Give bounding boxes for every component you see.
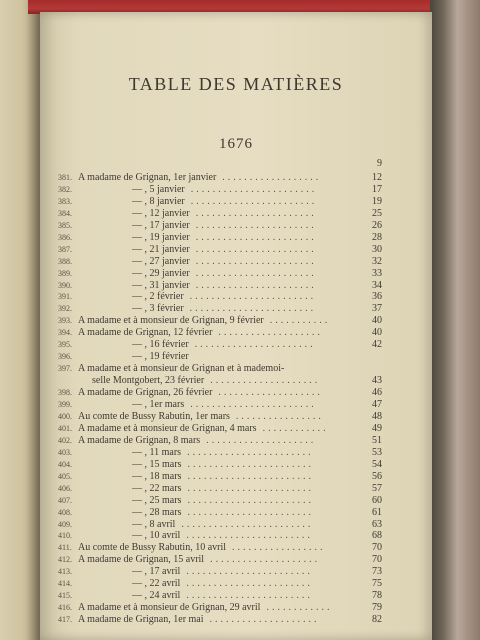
toc-dot-leader: ....................... [190, 183, 318, 195]
toc-entry-number: 401. [58, 423, 72, 433]
toc-entry-number: 409. [58, 519, 72, 529]
toc-entry-title: — , 12 janvier [132, 207, 190, 219]
toc-page-number: 46 [372, 387, 382, 399]
toc-page-number: 56 [372, 470, 382, 482]
toc-entry [40, 327, 432, 339]
toc-dot-leader: ........................ [181, 518, 314, 530]
toc-entry-title: A madame de Grignan, 1er mai [78, 614, 204, 626]
toc-entry-number: 386. [58, 232, 72, 242]
toc-entry-number: 396. [58, 352, 72, 362]
toc-first-page-line [40, 158, 432, 170]
toc-entry [40, 435, 432, 447]
toc-page-number: 57 [372, 482, 382, 494]
toc-dot-leader: ................ [235, 410, 324, 422]
toc-entry [40, 256, 432, 268]
toc-entry [40, 459, 432, 471]
toc-entry-title: — , 31 janvier [132, 279, 190, 291]
toc-page-number: 48 [372, 410, 382, 422]
toc-entry-number: 406. [58, 483, 72, 493]
toc-entry-title: selle Montgobert, 23 février [92, 375, 205, 387]
toc-entry-number: 385. [58, 220, 72, 230]
toc-entry [40, 387, 432, 399]
toc-entry-title: — , 22 mars [132, 482, 182, 494]
toc-page-number: 26 [372, 219, 382, 231]
toc-dot-leader: .................... [209, 614, 320, 626]
toc-entry-title: — , 28 mars [132, 506, 182, 518]
toc-entry [40, 495, 432, 507]
toc-dot-leader: .................... [210, 554, 321, 566]
toc-page-number: 63 [372, 518, 382, 530]
toc-dot-leader: ...................... [195, 255, 317, 267]
toc-entry [40, 351, 432, 363]
toc-entry-title: — , 16 février [132, 339, 189, 351]
toc-entry-title: A madame de Grignan, 12 février [78, 327, 213, 339]
toc-page-number: 75 [372, 578, 382, 590]
toc-page-number: 60 [372, 494, 382, 506]
toc-dot-leader: ........... [269, 315, 331, 327]
toc-dot-leader: ............ [262, 422, 329, 434]
toc-dot-leader: ...................... [195, 279, 317, 291]
toc-dot-leader: .................... [210, 375, 321, 387]
toc-entry-number: 387. [58, 244, 72, 254]
toc-entry [40, 303, 432, 315]
page-title: TABLE DES MATIÈRES [128, 74, 344, 94]
toc-dot-leader: ....................... [187, 470, 314, 482]
toc-dot-leader: ....................... [187, 458, 314, 470]
toc-entry [40, 220, 432, 232]
toc-entry-title: — , 27 janvier [132, 255, 190, 267]
toc-page-number: 70 [372, 542, 382, 554]
toc-dot-leader: ....................... [189, 303, 317, 315]
toc-dot-leader: ....................... [190, 195, 318, 207]
toc-page-number: 43 [372, 375, 382, 387]
toc-dot-leader: ................... [218, 327, 323, 339]
toc-entry-number: 393. [58, 316, 72, 326]
toc-dot-leader: ....................... [186, 566, 313, 578]
toc-entry-title: — , 21 janvier [132, 243, 190, 255]
toc-entry [40, 602, 432, 614]
toc-entry-number: 415. [58, 591, 72, 601]
toc-dot-leader: ....................... [187, 494, 314, 506]
toc-entry-number: 384. [58, 208, 72, 218]
toc-page-number: 47 [372, 399, 382, 410]
toc-entry-title: — , 5 janvier [132, 183, 185, 195]
toc-dot-leader: ....................... [189, 291, 317, 303]
toc-entry [40, 471, 432, 483]
toc-entry [40, 268, 432, 280]
toc-entry-number: 391. [58, 292, 72, 302]
toc-entry-title: — , 25 mars [132, 494, 182, 506]
toc-entry-title: — , 18 mars [132, 470, 182, 482]
toc-entry [40, 280, 432, 292]
toc-entry [40, 542, 432, 554]
toc-page-number: 73 [372, 566, 382, 578]
toc-page-number: 61 [372, 506, 382, 518]
toc-entry [40, 423, 432, 435]
toc-entry-number: 411. [58, 543, 72, 553]
toc-entry-title: — , 19 février [132, 351, 189, 363]
toc-page-number: 54 [372, 458, 382, 470]
toc-page-number: 19 [372, 195, 382, 207]
toc-dot-leader: ...................... [195, 267, 317, 279]
toc-dot-leader: ....................... [187, 506, 314, 518]
toc-entry-number: 404. [58, 459, 72, 469]
toc-page-number: 33 [372, 267, 382, 279]
toc-page-number: 25 [372, 207, 382, 219]
toc-dot-leader: ....................... [187, 482, 314, 494]
toc-entry-title: — , 1er mars [132, 399, 185, 410]
toc-entry-number: 407. [58, 495, 72, 505]
toc-entry-title: — , 8 janvier [132, 195, 185, 207]
toc-entry-title: — , 2 février [132, 291, 184, 303]
toc-entry-title: — , 3 février [132, 303, 184, 315]
toc-entry-title: A madame de Grignan, 8 mars [78, 434, 201, 446]
toc-entry-number: 403. [58, 447, 72, 457]
toc-entry-title: A madame de Grignan, 1er janvier [78, 171, 217, 183]
toc-page-number: 40 [372, 327, 382, 339]
toc-entry-title: — , 17 avril [132, 566, 181, 578]
toc-entry-number: 405. [58, 471, 72, 481]
toc-entry-title: A madame de Grignan, 15 avril [78, 554, 205, 566]
toc-entry-number: 414. [58, 579, 72, 589]
toc-entry-number: 402. [58, 435, 72, 445]
book-page [40, 12, 432, 640]
toc-page-number: 79 [372, 602, 382, 614]
toc-page-number: 34 [372, 279, 382, 291]
toc-entry [40, 232, 432, 244]
toc-entry-number: 395. [58, 340, 72, 350]
toc-entry-title: — , 17 janvier [132, 219, 190, 231]
toc-entry-number: 400. [58, 411, 72, 421]
toc-entry [40, 291, 432, 303]
toc-entry [40, 519, 432, 531]
toc-entry-title: — , 10 avril [132, 530, 181, 542]
toc-entry-title: — , 22 avril [132, 578, 181, 590]
toc-entry-title: — , 24 avril [132, 590, 181, 602]
toc-page-number: 53 [372, 446, 382, 458]
toc-entry-title: A madame et à monsieur de Grignan, 4 mars [78, 422, 257, 434]
toc-dot-leader: ................... [218, 387, 323, 399]
toc-entry-title: A madame et à monsieur de Grignan, 29 avril [78, 602, 261, 614]
toc-dot-leader: .................... [206, 434, 317, 446]
toc-dot-leader: ....................... [190, 399, 317, 410]
toc-page-number: 32 [372, 255, 382, 267]
toc-dot-leader: ...................... [195, 207, 317, 219]
toc-entry [40, 447, 432, 459]
toc-entry-number: 383. [58, 196, 72, 206]
toc-page-number: 28 [372, 231, 382, 243]
toc-dot-leader: ...................... [195, 243, 317, 255]
toc-entry-number: 382. [58, 184, 72, 194]
table-of-contents [40, 12, 432, 640]
toc-entry [40, 339, 432, 351]
toc-entry-title: — , 15 mars [132, 458, 182, 470]
toc-page-number: 30 [372, 243, 382, 255]
toc-entry [40, 566, 432, 578]
toc-entry-number: 417. [58, 615, 72, 625]
toc-entry-number: 381. [58, 172, 72, 182]
toc-dot-leader: ....................... [186, 530, 313, 542]
toc-page-number: 36 [372, 291, 382, 303]
toc-entry-number: 394. [58, 328, 72, 338]
toc-entry-number: 390. [58, 280, 72, 290]
year-heading: 1676 [219, 136, 253, 152]
toc-entry-title: Au comte de Bussy Rabutin, 1er mars [78, 410, 230, 422]
toc-entry-number: 413. [58, 567, 72, 577]
toc-entry [40, 590, 432, 602]
toc-page-number: 49 [372, 422, 382, 434]
toc-page-number: 17 [372, 183, 382, 195]
toc-entry [40, 614, 432, 626]
toc-entry [40, 530, 432, 542]
toc-dot-leader: ....................... [186, 578, 313, 590]
toc-dot-leader: ............ [266, 602, 333, 614]
toc-entry [40, 363, 432, 375]
toc-entry-number: 392. [58, 304, 72, 314]
toc-entry-title: — , 8 avril [132, 518, 176, 530]
toc-entry-title: A madame et à monsieur de Grignan, 9 février [78, 315, 264, 327]
toc-entry-number: 412. [58, 555, 72, 565]
toc-dot-leader: ...................... [195, 231, 317, 243]
toc-entry [40, 244, 432, 256]
toc-entry [40, 315, 432, 327]
toc-entry [40, 411, 432, 423]
toc-page-number: 68 [372, 530, 382, 542]
toc-entry [40, 172, 432, 184]
toc-entry-title: A madame et à monsieur de Grignan et à mademoi- [78, 363, 285, 375]
toc-page-number: 40 [372, 315, 382, 327]
toc-page-number: 42 [372, 339, 382, 351]
toc-page-number: 51 [372, 434, 382, 446]
toc-entry-number: 399. [58, 400, 72, 409]
toc-dot-leader: .................. [222, 171, 322, 183]
toc-entry [40, 507, 432, 519]
toc-dot-leader: ....................... [187, 446, 314, 458]
toc-entry [40, 399, 432, 411]
toc-entry-number: 397. [58, 364, 72, 374]
toc-page-number: 82 [372, 614, 382, 626]
toc-page-number: 37 [372, 303, 382, 315]
toc-entry-number: 388. [58, 256, 72, 266]
toc-entry [40, 196, 432, 208]
toc-entry-title: — , 29 janvier [132, 267, 190, 279]
toc-page-number: 78 [372, 590, 382, 602]
toc-dot-leader: ................. [232, 542, 326, 554]
toc-entry-title: A madame de Grignan, 26 février [78, 387, 213, 399]
toc-page-number: 12 [372, 171, 382, 183]
toc-page-number: 70 [372, 554, 382, 566]
toc-entry-number: 410. [58, 531, 72, 541]
spine-gutter-shadow [26, 0, 40, 640]
toc-entry-title: Au comte de Bussy Rabutin, 10 avril [78, 542, 227, 554]
toc-dot-leader: ....................... [186, 590, 313, 602]
toc-entry-number: 416. [58, 603, 72, 613]
toc-entry-number: 389. [58, 268, 72, 278]
toc-entry-number: 408. [58, 507, 72, 517]
toc-entry [40, 578, 432, 590]
toc-entry-title: — , 19 janvier [132, 231, 190, 243]
background-board [430, 0, 480, 640]
toc-entry [40, 208, 432, 220]
toc-dot-leader: ...................... [195, 219, 317, 231]
toc-entry-number: 398. [58, 388, 72, 398]
toc-page-number: 9 [377, 158, 382, 169]
toc-entry [40, 483, 432, 495]
toc-entry [40, 184, 432, 196]
toc-entry-title: — , 11 mars [132, 446, 182, 458]
toc-entry [40, 375, 432, 387]
toc-entry [40, 554, 432, 566]
toc-dot-leader: ...................... [194, 339, 316, 351]
